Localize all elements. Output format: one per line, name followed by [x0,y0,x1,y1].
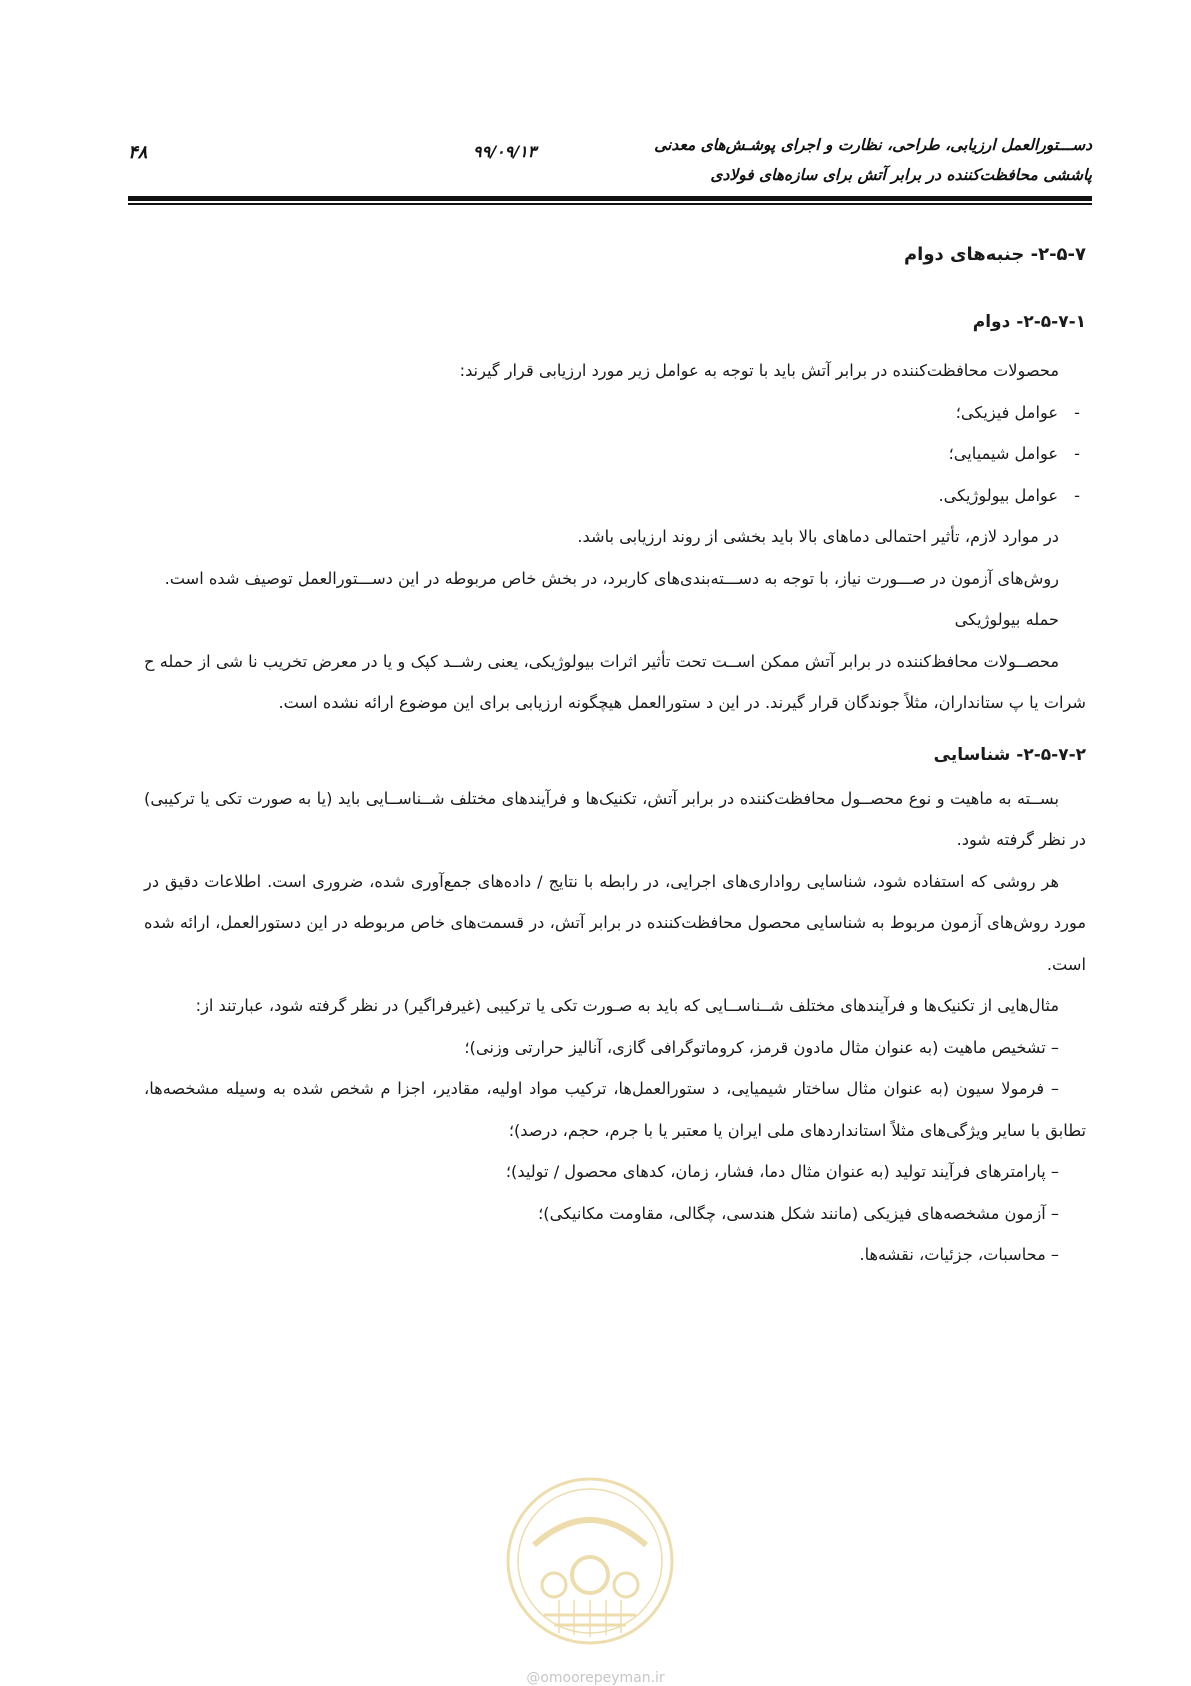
document-body [144,240,1086,1276]
list-item: -عوامل شیمیایی؛ [948,444,1080,463]
list-item: – تشخیص ماهیت (به عنوان مثال مادون قرمز، کروماتوگرافی گازی، آنالیز حرارتی وزنی)؛ [464,1037,1059,1057]
page-number: ۴۸ [128,142,148,163]
header-rule-thin [128,203,1092,205]
header-rule-thick [128,196,1092,201]
paragraph: محصولات محافظت‌کننده در برابر آتش باید با توجه به عوامل زیر مورد ارزیابی قرار گیرند: [459,361,1059,380]
watermark-url: @omoorepeyman.ir [526,1670,665,1686]
header-title-line1: دســـتورالعمل ارزیابی، طراحی، نظارت و اجرای پوشـش‌های معدنی [654,135,1092,154]
section-heading: ۲-۵-۷- جنبه‌های دوام [903,244,1086,265]
list-item: – آزمون مشخصه‌های فیزیکی (مانند شکل هندسی، چگالی، مقاومت مکانیکی)؛ [538,1203,1059,1223]
emblem-icon [504,1475,676,1647]
paragraph: روش‌های آزمون در صـــورت نیاز، با توجه به دســـته‌بندی‌های کاربرد، در بخش خاص مربوطه در این دســـتورالعمل توصیف شده است. [164,568,1059,588]
list-item: -عوامل فیزیکی؛ [955,402,1080,422]
list-item: – محاسبات، جزئیات، نقشه‌ها. [859,1245,1059,1264]
header-date: ۹۹/۰۹/۱۳ [473,142,537,161]
list-item: -عوامل بیولوژیکی. [938,485,1080,505]
paragraph-title: حمله بیولوژیکی [954,610,1059,629]
header-title-line2: پاششی محافظت‌کننده در برابر آتش برای سازه‌های فولادی [710,165,1092,184]
paragraph: بســته به ماهیت و نوع محصــول محافظت‌کننده در برابر آتش، تکنیک‌ها و فرآیندهای مختلف شــناســایی باید (یا به صورت تکی یا ترکیبی) در نظر گرفته شود. [144,788,1086,849]
paragraph: مثال‌هایی از تکنیک‌ها و فرآیندهای مختلف شــناســایی که باید به صـورت تکی یا ترکیبی (غیرفراگیر) در نظر گرفته شود، عبارتند از: [195,996,1059,1015]
subsection-title-identification: ۲-۵-۷-۲- شناسایی [933,744,1086,765]
subsection-title-durability: ۲-۵-۷-۱- دوام [972,312,1086,332]
header-title [654,130,1092,190]
paragraph: هر روشی که استفاده شود، شناسایی رواداری‌های اجرایی، در رابطه با نتایج / داده‌های جمع‌آوری شده، ضروری است. اطلاعات دقیق در مورد روش‌های آزمون مربوط به شناسایی محصول محافظت‌کننده در برابر آتش، در قسمت‌های خاص مربوطه در این دستورالعمل، ارائه شده است. [144,871,1086,974]
list-item: – پارامترهای فرآیند تولید (به عنوان مثال دما، فشار، زمان، کدهای محصول / تولید)؛ [505,1162,1059,1181]
paragraph: محصــولات محافظ‌کننده در برابر آتش ممکن اســت تحت تأثیر اثرات بیولوژیکی، یعنی رشــد کپک و یا در معرض تخریب نا شی از حمله ح شرات یا پ ستانداران، مثلاً جوندگان قرار گیرند. در این د ستورالعمل هیچگونه ارزیابی برای این موضوع ارائه نشده است. [144,651,1086,712]
paragraph: در موارد لازم، تأثیر احتمالی دماهای بالا باید بخشی از روند ارزیابی باشد. [577,527,1059,546]
list-item: – فرمولا سیون (به عنوان مثال ساختار شیمیایی، د ستورالعمل‌ها، ترکیب مواد اولیه، مقادیر، اجزا م شخص شده به وسیله مشخصه‌ها، تطابق با سایر ویژگی‌های مثلاً استانداردهای ملی ایران یا معتبر یا با جرم، حجم، درصد)؛ [144,1079,1086,1140]
